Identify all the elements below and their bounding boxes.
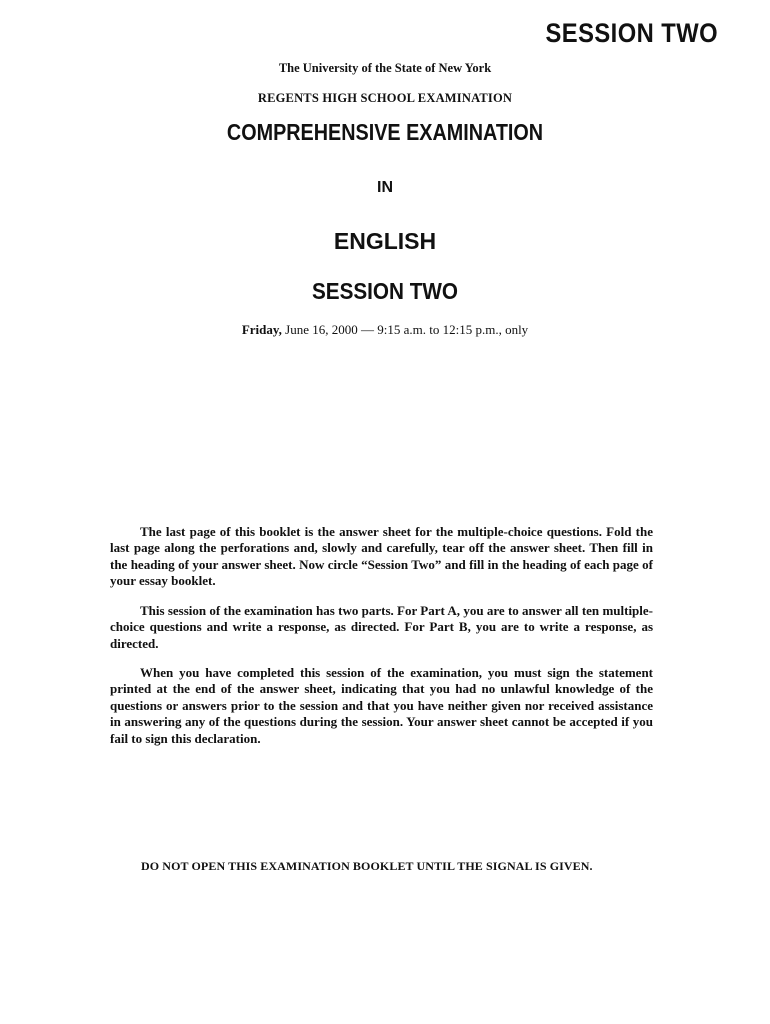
exam-date-time: June 16, 2000 — 9:15 a.m. to 12:15 p.m., only	[281, 322, 529, 337]
do-not-open-warning: DO NOT OPEN THIS EXAMINATION BOOKLET UNTIL THE SIGNAL IS GIVEN.	[141, 859, 593, 873]
exam-title: COMPREHENSIVE EXAMINATION	[226, 119, 544, 145]
instructions-paragraph-2: This session of the examination has two parts. For Part A, you are to answer all ten multiple-choice questions and write a response, as directed. For Part B, you are to write a response, as directed.	[110, 603, 653, 651]
instructions-paragraph-3-block	[110, 665, 653, 747]
exam-date-line	[0, 322, 770, 338]
exam-board: REGENTS HIGH SCHOOL EXAMINATION	[257, 91, 513, 105]
instructions-paragraph-2-block	[110, 603, 653, 652]
subject-title: ENGLISH	[333, 228, 437, 254]
instructions-paragraph-1: The last page of this booklet is the answer sheet for the multiple-choice questions. Fold the last page along the perforations and, slowly and carefully, tear off the answer sheet. Then fill in the heading of your answer sheet. Now circle “Session Two” and fill in the heading of each page of your essay booklet.	[110, 524, 653, 589]
instructions-paragraph-1-block	[110, 524, 653, 590]
instructions-paragraph-3: When you have completed this session of the examination, you must sign the statement printed at the end of the answer sheet, indicating that you had no unlawful knowledge of the questions or answers prior to the session and that you have neither given nor received assistance in answering any of the questions during the session. Your answer sheet cannot be accepted if you fail to sign this declaration.	[110, 665, 653, 746]
university-name: The University of the State of New York	[278, 61, 492, 75]
exam-day: Friday,	[241, 322, 282, 337]
in-word: IN	[377, 179, 393, 196]
session-title: SESSION TWO	[311, 278, 459, 304]
corner-session-title: SESSION TWO	[545, 18, 718, 48]
